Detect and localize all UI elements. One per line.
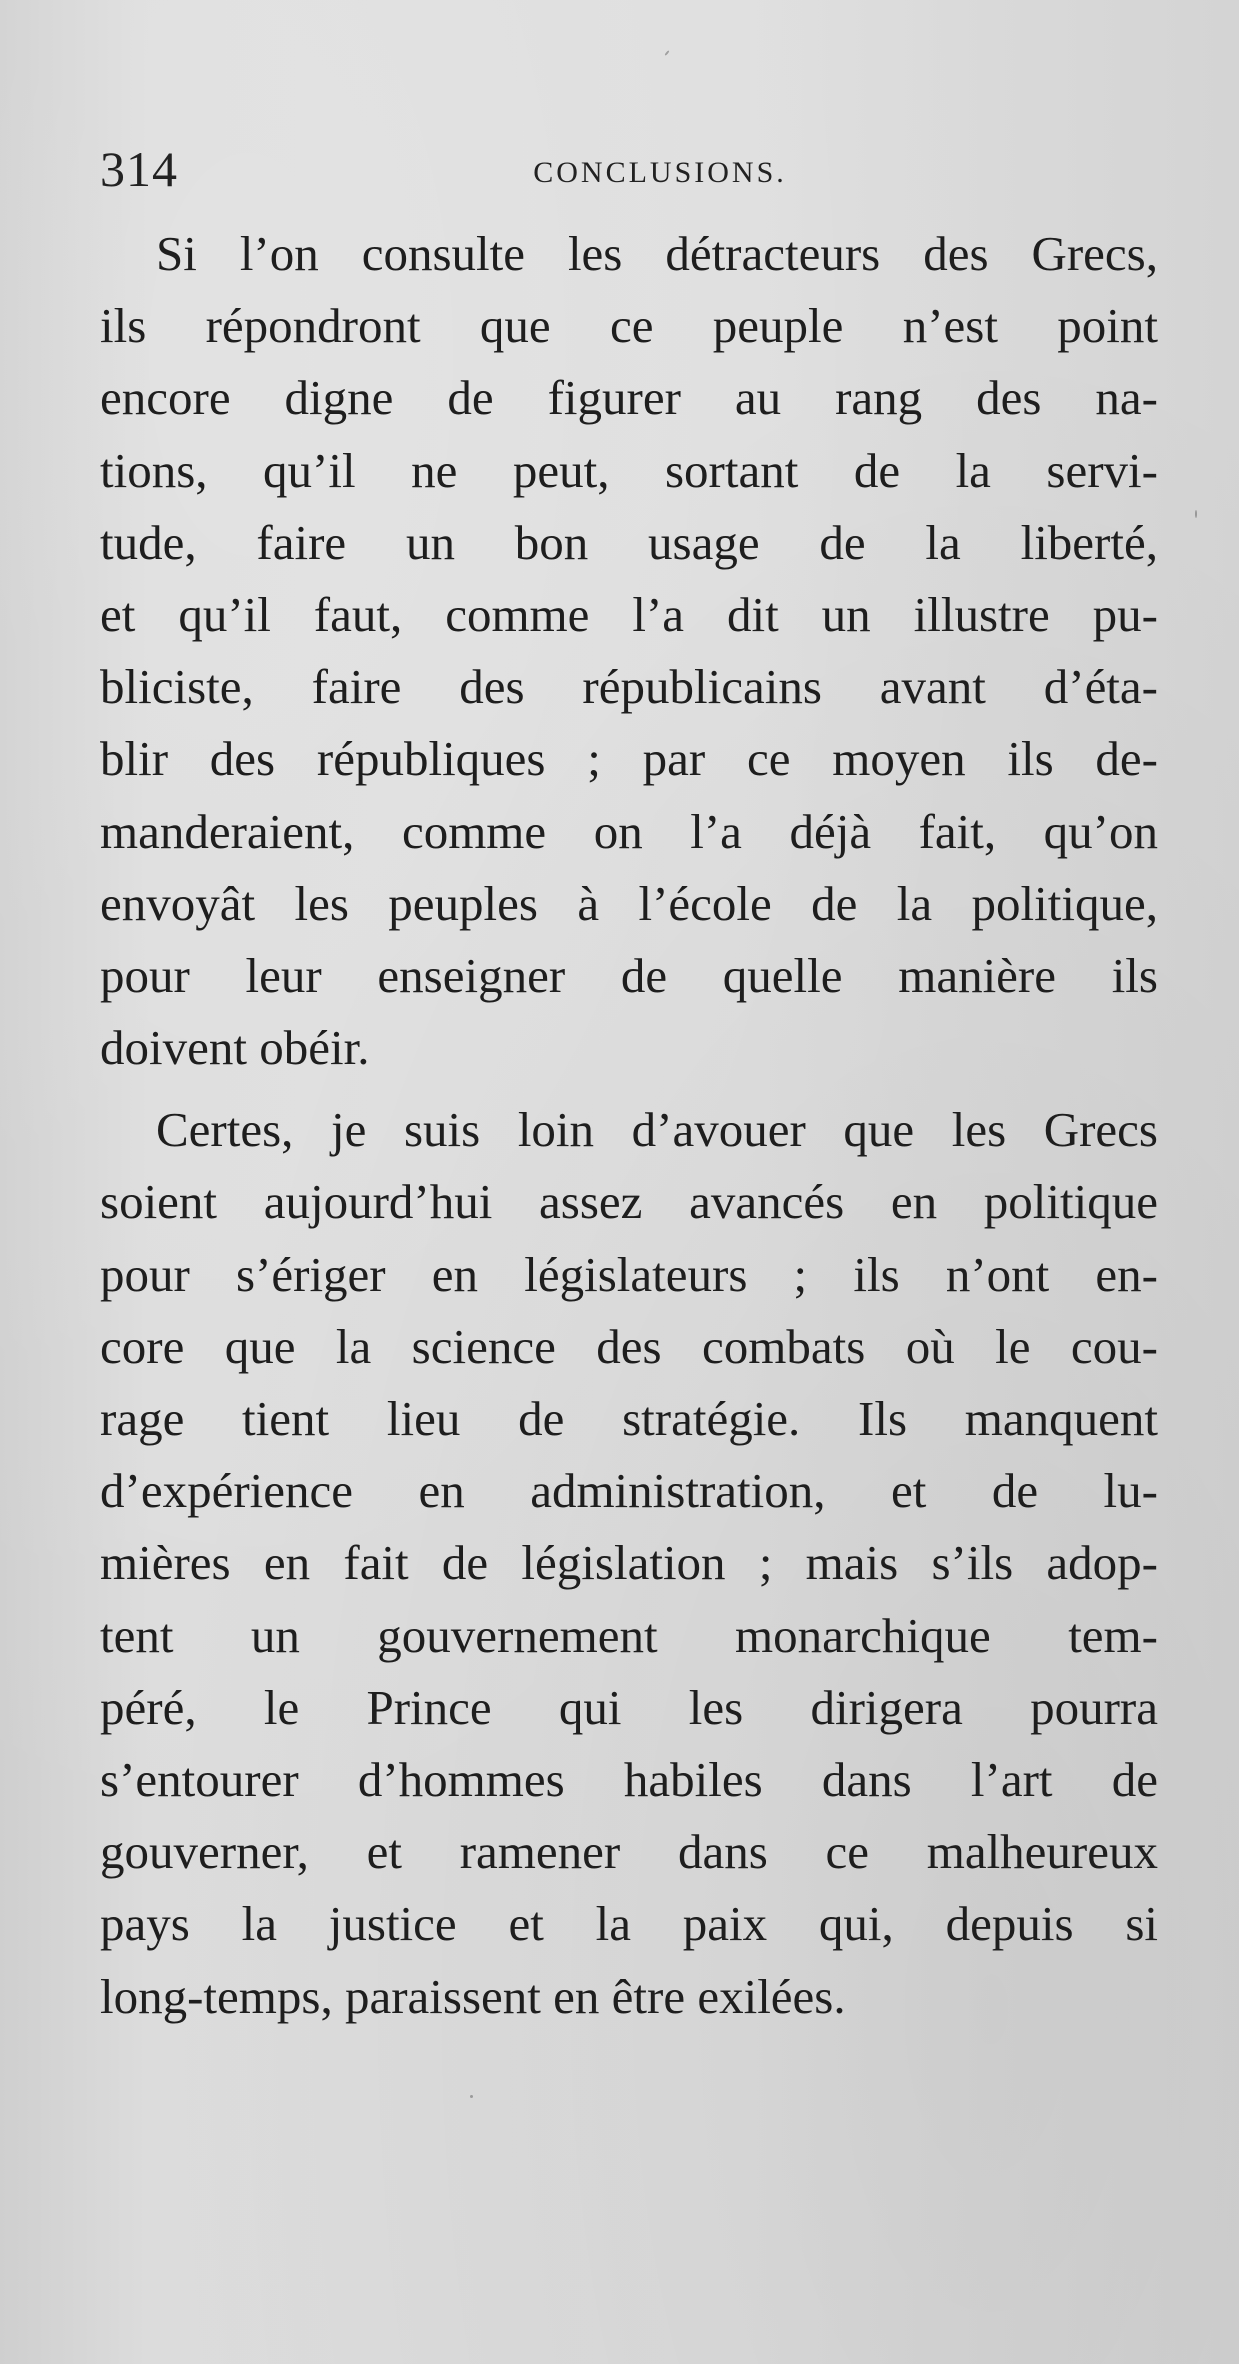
paragraph-2 bbox=[100, 1094, 1158, 2032]
text-line: envoyât les peuples à l’école de la politique, bbox=[100, 875, 1158, 931]
text-line: encore digne de figurer au rang des na- bbox=[100, 370, 1158, 426]
text-line: rage tient lieu de stratégie. Ils manquent bbox=[100, 1391, 1158, 1446]
text-line: blir des républiques ; par ce moyen ils de- bbox=[100, 731, 1158, 787]
text-line: manderaient, comme on l’a déjà fait, qu’on bbox=[100, 803, 1158, 859]
text-line: doivent obéir. bbox=[100, 1020, 370, 1076]
text-line: tent un gouvernement monarchique tem- bbox=[100, 1607, 1158, 1663]
text-line: core que la science des combats où le cou- bbox=[100, 1318, 1158, 1374]
paper-speck bbox=[470, 2095, 473, 2098]
page-number: 314 bbox=[100, 141, 178, 197]
running-title: CONCLUSIONS. bbox=[533, 156, 787, 189]
text-line: gouverner, et ramener dans ce malheureux bbox=[100, 1824, 1158, 1880]
paper-speck bbox=[664, 50, 669, 56]
paper-speck bbox=[1195, 510, 1197, 518]
text-line: s’entourer d’hommes habiles dans l’art de bbox=[100, 1751, 1158, 1807]
text-line: Si l’on consulte les détracteurs des Grecs, bbox=[156, 226, 1158, 281]
text-line: pour s’ériger en législateurs ; ils n’ont en- bbox=[100, 1246, 1158, 1302]
running-head bbox=[100, 140, 1160, 200]
text-line: long-temps, paraissent en être exilées. bbox=[100, 1968, 846, 2024]
body-text bbox=[100, 218, 1158, 2033]
text-line: pour leur enseigner de quelle manière ils bbox=[100, 947, 1158, 1003]
text-line: d’expérience en administration, et de lu- bbox=[100, 1463, 1158, 1519]
text-line: tude, faire un bon usage de la liberté, bbox=[100, 514, 1158, 570]
text-line: soient aujourd’hui assez avancés en politique bbox=[100, 1174, 1158, 1230]
text-line: tions, qu’il ne peut, sortant de la servi- bbox=[100, 442, 1158, 498]
paragraph-1 bbox=[100, 218, 1158, 1084]
text-line: pays la justice et la paix qui, depuis si bbox=[100, 1896, 1158, 1952]
text-line: péré, le Prince qui les dirigera pourra bbox=[100, 1679, 1158, 1735]
text-line: mières en fait de législation ; mais s’ils adop- bbox=[100, 1535, 1158, 1591]
text-line: bliciste, faire des républicains avant d’éta- bbox=[100, 659, 1158, 715]
text-line: ils répondront que ce peuple n’est point bbox=[100, 298, 1158, 354]
text-line: et qu’il faut, comme l’a dit un illustre pu- bbox=[100, 586, 1158, 642]
text-line: Certes, je suis loin d’avouer que les Grecs bbox=[156, 1102, 1158, 1158]
